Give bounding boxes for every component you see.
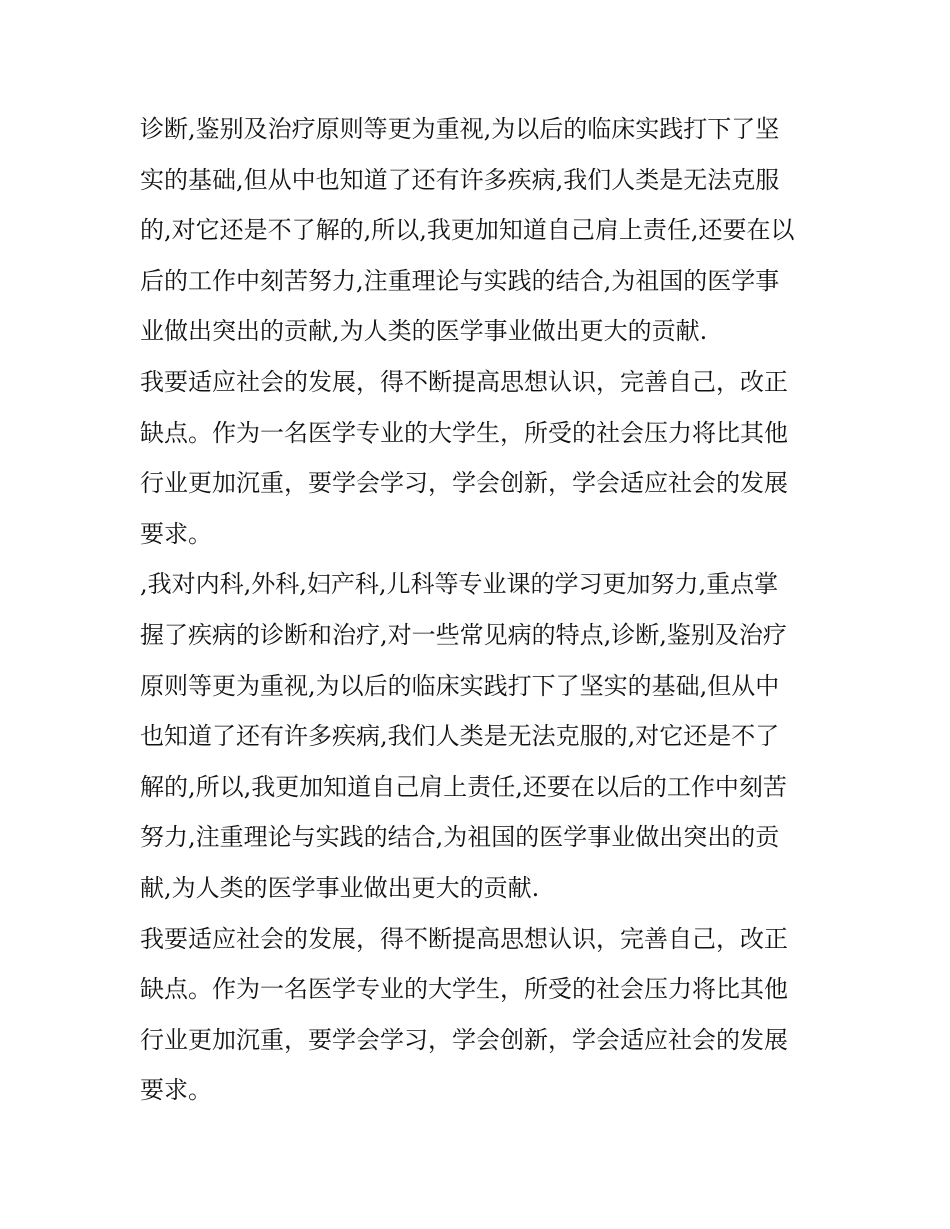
text-line: 献,为人类的医学事业做出更大的贡献. xyxy=(140,873,540,902)
text-line: 诊断,鉴别及治疗原则等更为重视,为以后的临床实践打下了坚 xyxy=(140,115,780,143)
text-line: 业做出突出的贡献,为人类的医学事业做出更大的贡献. xyxy=(140,317,708,346)
text-line: 后的工作中刻苦努力,注重理论与实践的结合,为祖国的医学事 xyxy=(140,266,780,295)
document-body xyxy=(140,104,812,1116)
text-line: 行业更加沉重，要学会学习，学会创新，学会适应社会的发展 xyxy=(140,469,788,498)
text-line: 努力,注重理论与实践的结合,为祖国的医学事业做出突出的贡 xyxy=(140,823,780,852)
text-line: 也知道了还有许多疾病,我们人类是无法克服的,对它还是不了 xyxy=(140,722,780,751)
text-line: 握了疾病的诊断和治疗,对一些常见病的特点,诊断,鉴别及治疗 xyxy=(140,620,787,649)
text-line: ,我对内科,外科,妇产科,儿科等专业课的学习更加努力,重点掌 xyxy=(140,570,779,599)
text-line: 行业更加沉重，要学会学习，学会创新，学会适应社会的发展 xyxy=(140,1025,788,1054)
text-line: 原则等更为重视,为以后的临床实践打下了坚实的基础,但从中 xyxy=(140,671,780,700)
text-line: 要求。 xyxy=(140,519,212,548)
text-line: 解的,所以,我更加知道自己肩上责任,还要在以后的工作中刻苦 xyxy=(140,772,787,801)
text-line: 要求。 xyxy=(140,1076,212,1105)
text-line: 我要适应社会的发展，得不断提高思想认识，完善自己，改正 xyxy=(140,924,788,953)
text-line: 缺点。作为一名医学专业的大学生，所受的社会压力将比其他 xyxy=(140,975,788,1004)
text-line: 我要适应社会的发展，得不断提高思想认识，完善自己，改正 xyxy=(140,367,788,396)
text-line: 实的基础,但从中也知道了还有许多疾病,我们人类是无法克服 xyxy=(140,165,780,194)
text-line: 的,对它还是不了解的,所以,我更加知道自己肩上责任,还要在以 xyxy=(140,216,795,245)
text-line: 缺点。作为一名医学专业的大学生，所受的社会压力将比其他 xyxy=(140,418,788,447)
